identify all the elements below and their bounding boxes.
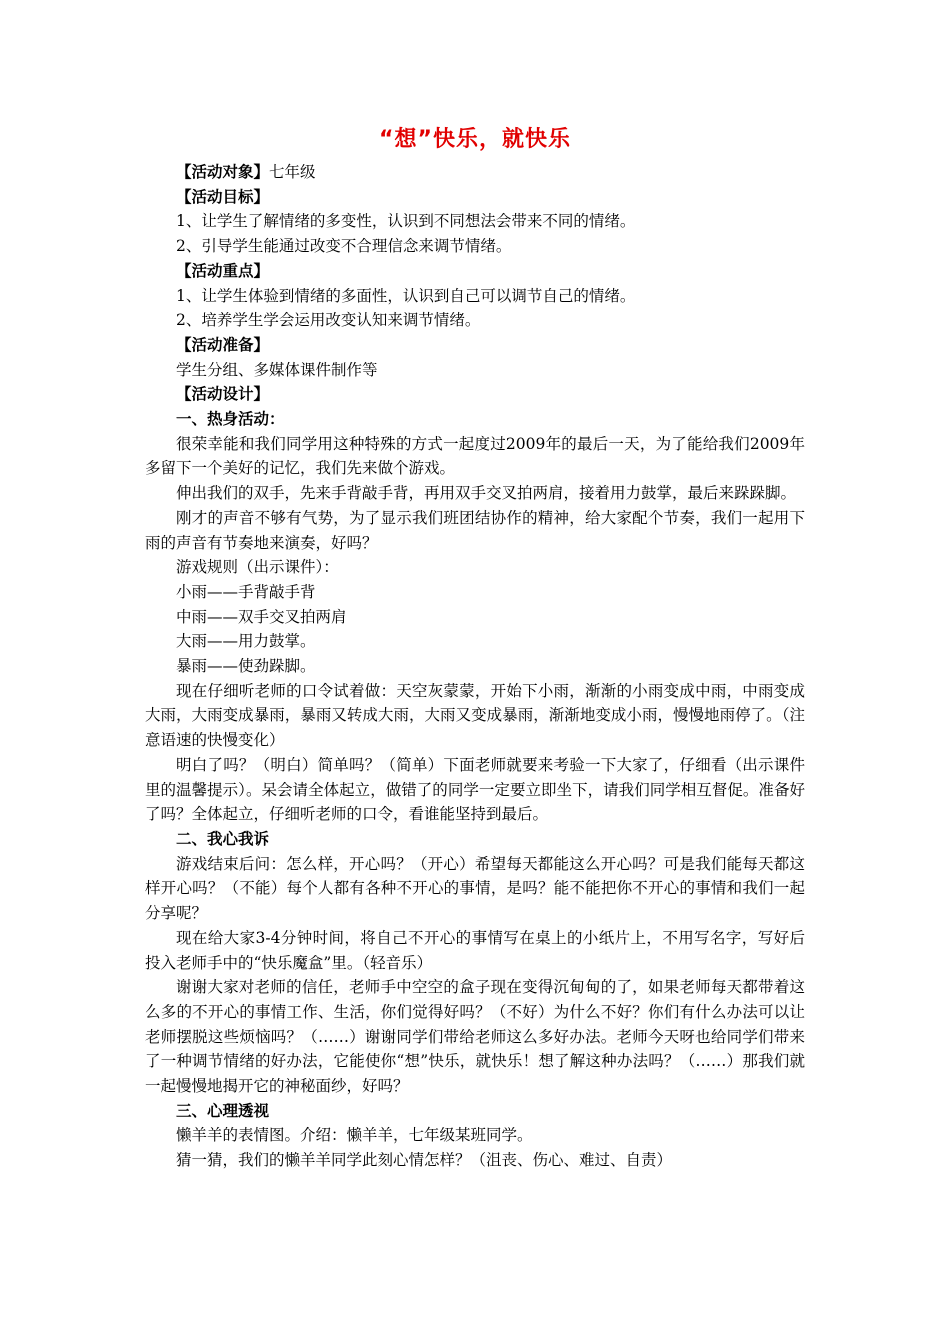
goals-heading: 【活动目标】 — [176, 187, 270, 206]
section-heading-warmup: 一、热身活动： — [176, 410, 285, 429]
paragraph: 猜一猜，我们的懒羊羊同学此刻心情怎样？（沮丧、伤心、难过、自责） — [176, 1151, 673, 1170]
goal-item: 2、引导学生能通过改变不合理信念来调节情绪。 — [176, 237, 512, 256]
target-label: 【活动对象】 — [176, 163, 270, 181]
target-line — [145, 160, 805, 185]
document-body — [145, 160, 805, 1173]
prep-heading: 【活动准备】 — [176, 335, 270, 354]
paragraph: 游戏规则（出示课件）： — [176, 558, 339, 577]
paragraph: 伸出我们的双手，先来手背敲手背，再用双手交叉拍两肩，接着用力鼓掌，最后来跺跺脚。 — [176, 484, 797, 503]
rule-item: 暴雨——使劲跺脚。 — [176, 657, 316, 676]
target-value: 七年级 — [269, 163, 316, 181]
section-heading-insight: 三、心理透视 — [176, 1101, 270, 1120]
focus-item: 2、培养学生学会运用改变认知来调节情绪。 — [176, 311, 481, 330]
prep-text: 学生分组、多媒体课件制作等 — [176, 360, 378, 379]
design-heading: 【活动设计】 — [176, 385, 270, 404]
paragraph: 谢谢大家对老师的信任，老师手中空空的盒子现在变得沉甸甸的了，如果老师每天都带着这么多的不开心的事情工作、生活，你们觉得好吗？（不好）为什么不好？你们有什么办法可以让老师摆脱这些烦恼吗？（……）谢谢同学们带给老师这么多好办法。老师今天呀也给同学们带来了一种调节情绪的好办法，它能使你“想”快乐，就快乐！想了解这种办法吗？（……）那我们就一起慢慢地揭开它的神秘面纱，好吗？ — [145, 978, 805, 1096]
focus-heading: 【活动重点】 — [176, 261, 270, 280]
rule-item: 小雨——手背敲手背 — [176, 582, 316, 601]
document-title: “想”快乐，就快乐 — [379, 127, 571, 152]
rule-item: 中雨——双手交叉拍两肩 — [176, 607, 347, 626]
paragraph: 刚才的声音不够有气势，为了显示我们班团结协作的精神，给大家配个节奏，我们一起用下雨的声音有节奏地来演奏，好吗？ — [145, 508, 805, 552]
section-heading-share: 二、我心我诉 — [176, 829, 270, 848]
paragraph: 游戏结束后问：怎么样，开心吗？（开心）希望每天都能这么开心吗？可是我们能每天都这样开心吗？（不能）每个人都有各种不开心的事情，是吗？能不能把你不开心的事情和我们一起分享呢？ — [145, 854, 805, 923]
rule-item: 大雨——用力鼓掌。 — [176, 632, 316, 651]
focus-item: 1、让学生体验到情绪的多面性，认识到自己可以调节自己的情绪。 — [176, 286, 636, 305]
paragraph: 现在仔细听老师的口令试着做：天空灰蒙蒙，开始下小雨，渐渐的小雨变成中雨，中雨变成大雨，大雨变成暴雨，暴雨又转成大雨，大雨又变成暴雨，渐渐地变成小雨，慢慢地雨停了。（注意语速的快慢变化） — [145, 681, 805, 750]
goal-item: 1、让学生了解情绪的多变性，认识到不同想法会带来不同的情绪。 — [176, 212, 636, 231]
paragraph: 懒羊羊的表情图。介绍：懒羊羊，七年级某班同学。 — [176, 1126, 533, 1145]
paragraph: 现在给大家3-4分钟时间，将自己不开心的事情写在桌上的小纸片上，不用写名字，写好后投入老师手中的“快乐魔盒”里。（轻音乐） — [145, 928, 805, 972]
paragraph: 明白了吗？（明白）简单吗？（简单）下面老师就要来考验一下大家了，仔细看（出示课件里的温馨提示）。呆会请全体起立，做错了的同学一定要立即坐下，请我们同学相互督促。准备好了吗？全体起立，仔细听老师的口令，看谁能坚持到最后。 — [145, 755, 805, 824]
paragraph: 很荣幸能和我们同学用这种特殊的方式一起度过2009年的最后一天，为了能给我们2009年多留下一个美好的记忆，我们先来做个游戏。 — [145, 434, 805, 478]
